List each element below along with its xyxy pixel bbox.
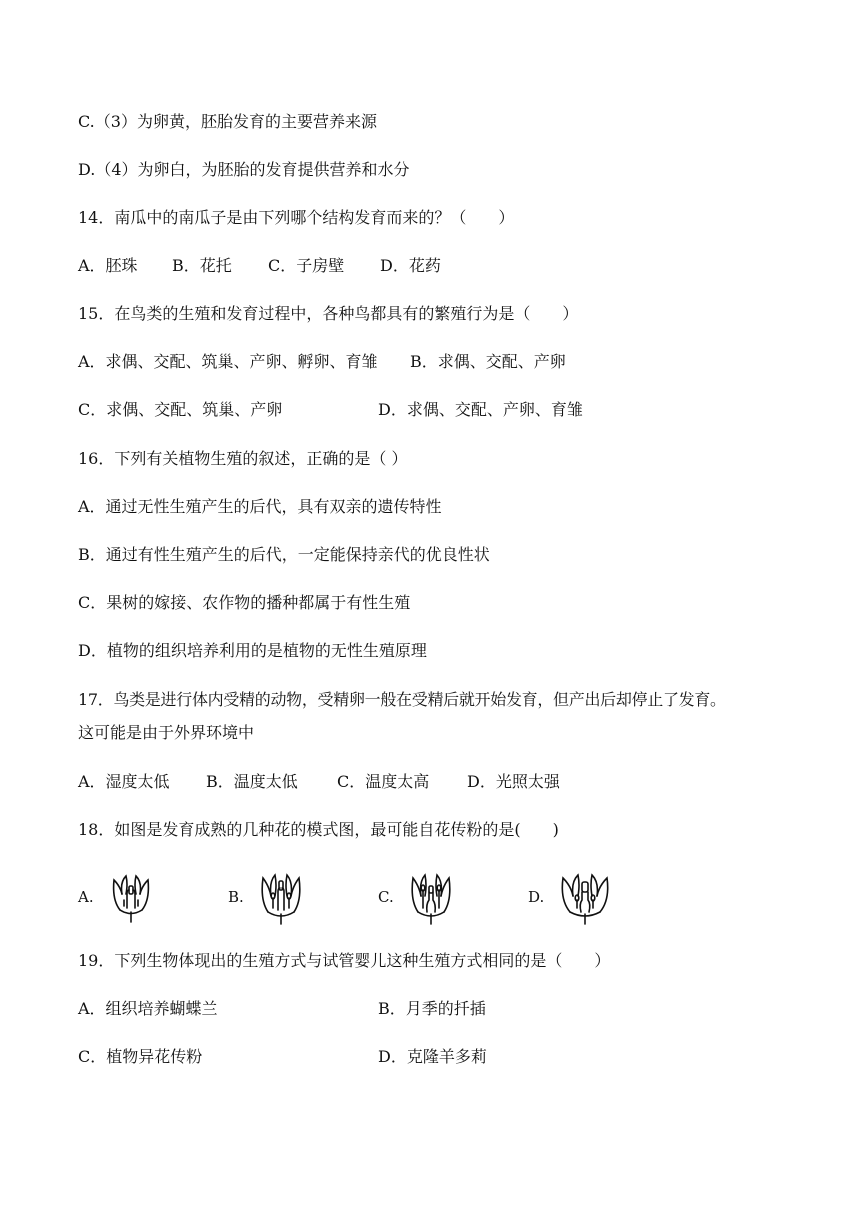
q16-option-c: C．果树的嫁接、农作物的播种都属于有性生殖 [78, 593, 411, 612]
q19-stem: 19．下列生物体现出的生殖方式与试管婴儿这种生殖方式相同的是（ ） [78, 951, 611, 970]
q17-option-a: A．湿度太低 [78, 772, 170, 791]
q14-option-a: A．胚珠 [78, 256, 138, 275]
q17-option-c: C．温度太高 [337, 772, 430, 791]
q15-option-a: A．求偶、交配、筑巢、产卵、孵卵、育雏 [78, 352, 378, 371]
q15-option-c: C．求偶、交配、筑巢、产卵 [78, 400, 283, 419]
q18-option-b-label: B. [228, 888, 244, 906]
flower-b-icon [256, 870, 306, 926]
q16-option-b: B．通过有性生殖产生的后代，一定能保持亲代的优良性状 [78, 545, 490, 564]
q18-option-a-label: A. [78, 888, 94, 906]
q15-stem: 15．在鸟类的生殖和发育过程中，各种鸟都具有的繁殖行为是（ ） [78, 304, 579, 323]
flower-a-icon [106, 870, 156, 926]
q19-option-b: B．月季的扦插 [378, 999, 486, 1018]
q18-option-d-label: D. [528, 888, 545, 906]
flower-c-icon [406, 870, 456, 926]
q16-option-a: A．通过无性生殖产生的后代，具有双亲的遗传特性 [78, 497, 442, 516]
q17-option-b: B．温度太低 [206, 772, 298, 791]
q16-option-d: D．植物的组织培养利用的是植物的无性生殖原理 [78, 641, 427, 660]
q17-option-d: D．光照太强 [467, 772, 560, 791]
q17-stem-line2: 这可能是由于外界环境中 [78, 723, 255, 742]
q18-stem: 18．如图是发育成熟的几种花的模式图，最可能自花传粉的是( ) [78, 820, 559, 839]
q14-option-c: C．子房壁 [268, 256, 345, 275]
q14-option-b: B．花托 [172, 256, 232, 275]
q15-option-d: D．求偶、交配、产卵、育雏 [378, 400, 583, 419]
q14-stem: 14．南瓜中的南瓜子是由下列哪个结构发育而来的？（ ） [78, 208, 515, 227]
q17-stem-line1: 17．鸟类是进行体内受精的动物，受精卵一般在受精后就开始发育，但产出后却停止了发育。 [78, 690, 726, 709]
q19-option-c: C．植物异花传粉 [78, 1047, 203, 1066]
q18-option-c-label: C. [378, 888, 394, 906]
q19-option-a: A．组织培养蝴蝶兰 [78, 999, 218, 1018]
q16-stem: 16．下列有关植物生殖的叙述，正确的是（ ） [78, 449, 408, 468]
flower-d-icon [556, 870, 614, 926]
q14-option-d: D．花药 [380, 256, 441, 275]
q19-option-d: D．克隆羊多莉 [378, 1047, 487, 1066]
q13-option-c: C.（3）为卵黄，胚胎发育的主要营养来源 [78, 112, 377, 131]
q13-option-d: D.（4）为卵白，为胚胎的发育提供营养和水分 [78, 160, 410, 179]
q15-option-b: B．求偶、交配、产卵 [410, 352, 566, 371]
